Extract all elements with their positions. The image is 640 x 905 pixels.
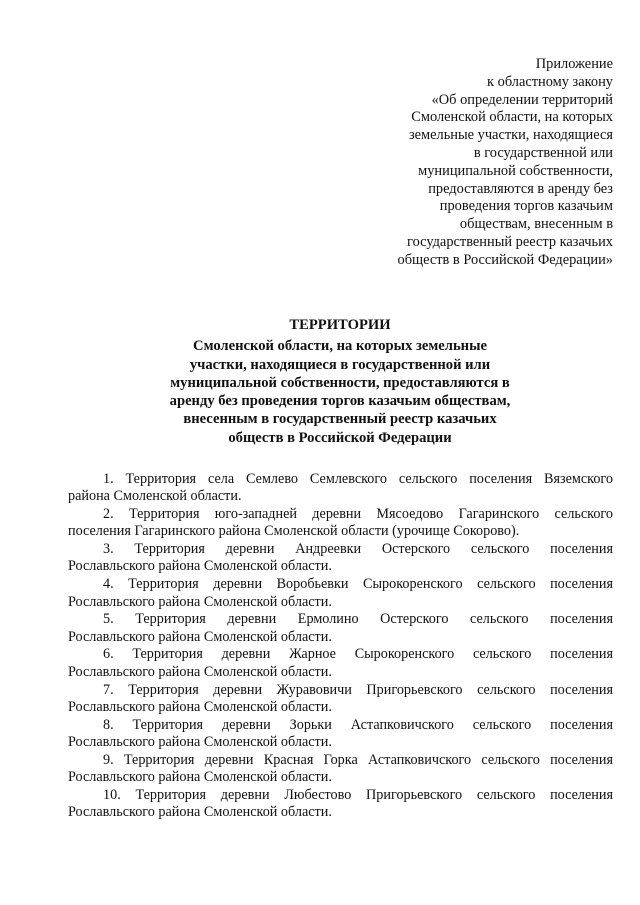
appendix-line: предоставляются в аренду без [428, 180, 613, 197]
list-item [68, 787, 613, 822]
list-item-second-line: Рославльского района Смоленской области. [68, 698, 332, 715]
list-item [68, 471, 613, 506]
heading-line: Смоленской области, на которых земельные [193, 338, 487, 355]
appendix-line: «Об определении территорий [431, 91, 613, 108]
appendix-line: обществ в Российской Федерации» [397, 251, 613, 268]
list-item-second-line: Рославльского района Смоленской области. [68, 558, 332, 575]
list-item-second-line: Рославльского района Смоленской области. [68, 663, 332, 680]
list-item [68, 506, 613, 541]
list-item [68, 682, 613, 717]
heading-line: внесенным в государственный реестр казачьих [183, 411, 497, 428]
list-item-first-line: 9. Территория деревни Красная Горка Астапковичского сельского поселения [103, 751, 613, 768]
list-item-first-line: 1. Территория села Семлево Семлевского сельского поселения Вяземского [103, 471, 613, 487]
appendix-header [313, 56, 613, 270]
list-item-first-line: 5. Территория деревни Ермолино Остерского сельского поселения [103, 611, 613, 628]
appendix-line: земельные участки, находящиеся [408, 127, 613, 144]
list-item-second-line: района Смоленской области. [68, 488, 242, 505]
list-item-first-line: 3. Территория деревни Андреевки Остерского сельского поселения [103, 541, 613, 558]
list-item [68, 752, 613, 787]
appendix-line: к областному закону [487, 73, 613, 90]
appendix-line: проведения торгов казачьим [439, 198, 613, 215]
heading-line: аренду без проведения торгов казачьим обществам, [169, 393, 511, 410]
list-item-first-line: 7. Территория деревни Журавовичи Пригорьевского сельского поселения [103, 681, 613, 698]
list-item [68, 611, 613, 646]
list-item-second-line: Рославльского района Смоленской области. [68, 628, 332, 645]
document-heading [130, 316, 550, 447]
list-item [68, 646, 613, 681]
list-item-first-line: 8. Территория деревни Зорьки Астапковичского сельского поселения [103, 716, 613, 733]
appendix-line: муниципальной собственности, [418, 162, 613, 179]
heading-line: муниципальной собственности, предоставляются в [170, 374, 510, 391]
list-item-second-line: Рославльского района Смоленской области. [68, 769, 332, 786]
list-item-first-line: 10. Территория деревни Любестово Пригорьевского сельского поселения [103, 786, 613, 803]
appendix-line: обществам, внесенным в [459, 216, 613, 233]
list-item [68, 576, 613, 611]
list-item-second-line: поселения Гагаринского района Смоленской области (урочище Сокорово). [68, 523, 520, 540]
list-item [68, 717, 613, 752]
document-title: ТЕРРИТОРИИ [289, 317, 391, 333]
appendix-line: в государственной или [473, 144, 613, 161]
list-item-first-line: 4. Территория деревни Воробьевки Сырокоренского сельского поселения [103, 576, 613, 593]
list-item-first-line: 2. Территория юго-западней деревни Мясоедово Гагаринского сельского [103, 506, 613, 523]
territory-list [68, 471, 613, 822]
list-item-first-line: 6. Территория деревни Жарное Сырокоренского сельского поселения [103, 646, 613, 663]
list-item-second-line: Рославльского района Смоленской области. [68, 804, 332, 821]
list-item-second-line: Рославльского района Смоленской области. [68, 733, 332, 750]
heading-line: участки, находящиеся в государственной или [189, 356, 491, 373]
appendix-line: государственный реестр казачьих [407, 233, 613, 250]
heading-line: обществ в Российской Федерации [228, 429, 452, 446]
list-item [68, 541, 613, 576]
list-item-second-line: Рославльского района Смоленской области. [68, 593, 332, 610]
appendix-line: Приложение [535, 56, 613, 72]
appendix-line: Смоленской области, на которых [411, 109, 613, 126]
